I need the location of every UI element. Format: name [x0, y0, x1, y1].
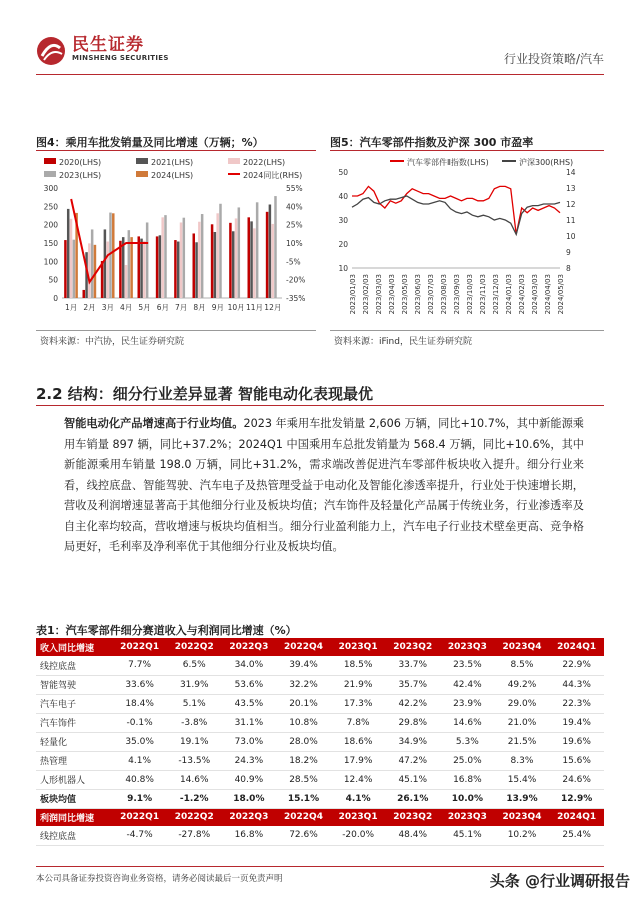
table-row-label: 线控底盘	[36, 826, 112, 845]
bar	[177, 242, 180, 298]
table-cell: 18.0%	[222, 789, 277, 808]
y-right-tick: 9	[566, 248, 571, 257]
table-cell: 7.8%	[331, 713, 386, 732]
section-divider	[36, 405, 604, 406]
watermark: 头条 @行业调研报告	[489, 872, 630, 890]
table-cell: 43.5%	[222, 694, 277, 713]
table-header-row	[36, 638, 604, 656]
table-cell: 17.9%	[331, 751, 386, 770]
section-title: 2.2 结构：细分行业差异显著 智能电动化表现最优	[36, 385, 374, 403]
table-cell: 45.1%	[440, 826, 495, 845]
table-header-row	[36, 808, 604, 826]
report-category: 行业投资策略/汽车	[503, 52, 604, 66]
x-tick: 2024/04/03	[544, 274, 552, 315]
bar	[143, 241, 146, 298]
table-header-cell: 2022Q2	[167, 638, 222, 656]
x-tick: 2023/06/03	[414, 274, 422, 315]
bar	[198, 222, 201, 298]
table-cell: 16.8%	[440, 770, 495, 789]
table-cell: 32.2%	[276, 675, 331, 694]
y-right-tick: -5%	[286, 257, 301, 267]
bar	[229, 223, 232, 298]
table-cell: 34.0%	[222, 656, 277, 675]
fig4-title: 图4：乘用车批发销量及同比增速（万辆；%）	[36, 136, 264, 149]
table-cell: 34.9%	[385, 732, 440, 751]
table-cell: 35.0%	[112, 732, 167, 751]
table-cell: 19.6%	[549, 732, 604, 751]
table-header-cell: 2023Q3	[440, 638, 495, 656]
y-left-tick: 150	[43, 239, 58, 248]
x-tick: 2023/07/03	[427, 274, 435, 315]
y-left-tick: 30	[338, 216, 348, 225]
x-tick: 2023/12/03	[492, 274, 500, 315]
table-cell: 42.2%	[385, 694, 440, 713]
legend-label: 2024同比(RHS)	[243, 171, 303, 180]
table-cell: 25.0%	[440, 751, 495, 770]
table-cell: -13.5%	[167, 751, 222, 770]
table-cell: 29.0%	[495, 694, 550, 713]
table-cell: 21.0%	[495, 713, 550, 732]
table-cell: 6.5%	[167, 656, 222, 675]
table-cell: 35.7%	[385, 675, 440, 694]
bar	[91, 229, 94, 298]
table-cell: 4.1%	[112, 751, 167, 770]
table-cell: 15.6%	[549, 751, 604, 770]
bar	[274, 196, 277, 298]
x-tick: 2023/02/03	[362, 274, 370, 315]
table-cell: 15.4%	[495, 770, 550, 789]
x-tick: 2023/04/03	[388, 274, 396, 315]
table-cell: 72.6%	[276, 826, 331, 845]
bar	[159, 235, 162, 298]
table-cell: 40.8%	[112, 770, 167, 789]
table-cell: 40.9%	[222, 770, 277, 789]
bar	[67, 209, 70, 298]
table-row	[36, 751, 604, 770]
table-cell: 48.4%	[385, 826, 440, 845]
x-tick: 1月	[65, 303, 78, 312]
table-row-label: 汽车饰件	[36, 713, 112, 732]
bar	[238, 207, 241, 298]
table-cell: -4.7%	[112, 826, 167, 845]
table-cell: 42.4%	[440, 675, 495, 694]
y-right-tick: 11	[566, 216, 576, 225]
table-title: 表1：汽车零部件细分赛道收入与利润同比增速（%）	[36, 624, 297, 637]
bar	[140, 239, 143, 298]
bar	[235, 218, 238, 298]
x-tick: 8月	[193, 303, 206, 312]
bar	[219, 204, 222, 298]
legend-swatch	[136, 158, 148, 164]
page-header	[0, 0, 640, 80]
y-left-tick: 40	[338, 192, 348, 201]
x-tick: 12月	[264, 303, 282, 312]
table-header-cell: 2023Q1	[331, 808, 386, 826]
table-header-cell: 2022Q4	[276, 808, 331, 826]
table-cell: -3.8%	[167, 713, 222, 732]
table-cell: 47.2%	[385, 751, 440, 770]
x-tick: 2023/08/03	[440, 274, 448, 315]
table-header-cell: 2022Q1	[112, 808, 167, 826]
y-right-tick: 10%	[286, 239, 303, 248]
table-header-cell: 2022Q4	[276, 638, 331, 656]
x-tick: 10月	[227, 303, 245, 312]
x-tick: 5月	[138, 303, 151, 312]
logo-cn: 民生证券	[72, 35, 144, 55]
table-cell: 4.1%	[331, 789, 386, 808]
body-paragraph	[64, 414, 584, 558]
bar	[195, 242, 198, 298]
fig5-source-divider	[330, 330, 604, 331]
table-header-cell: 2023Q2	[385, 638, 440, 656]
table-cell: 18.6%	[331, 732, 386, 751]
table-cell: 15.1%	[276, 789, 331, 808]
legend-label: 沪深300(RHS)	[519, 158, 574, 167]
bar	[201, 214, 204, 298]
bar	[104, 229, 107, 298]
fig5-source: 资料来源：iFind，民生证券研究院	[334, 337, 472, 347]
x-tick: 3月	[101, 303, 114, 312]
table-cell: 10.2%	[495, 826, 550, 845]
legend-swatch	[44, 158, 56, 164]
legend-swatch	[136, 171, 148, 177]
legend-label: 汽车零部件Ⅱ指数(LHS)	[407, 158, 489, 167]
fig4-source-divider	[36, 330, 316, 331]
x-tick: 2023/01/03	[349, 274, 357, 315]
y-left-tick: 200	[43, 220, 58, 230]
y-left-tick: 0	[53, 294, 58, 303]
y-left-tick: 100	[43, 257, 58, 267]
table-cell: 45.1%	[385, 770, 440, 789]
table-cell: 8.3%	[495, 751, 550, 770]
table-row	[36, 826, 604, 845]
table-cell: 14.6%	[167, 770, 222, 789]
y-right-tick: 13	[566, 184, 576, 193]
x-tick: 2023/03/03	[375, 274, 383, 315]
bar	[174, 240, 177, 298]
fig5-title: 图5：汽车零部件指数及沪深 300 市盈率	[330, 136, 534, 149]
table-cell: 31.1%	[222, 713, 277, 732]
fig5-line-chart	[330, 152, 604, 330]
bar	[138, 236, 141, 298]
header-divider	[36, 74, 604, 75]
table-row	[36, 713, 604, 732]
y-right-tick: 25%	[286, 220, 303, 230]
x-tick: 2024/02/03	[518, 274, 526, 315]
table-row	[36, 656, 604, 675]
table-cell: 21.5%	[495, 732, 550, 751]
legend-label: 2022(LHS)	[243, 158, 286, 167]
table-cell: 22.3%	[549, 694, 604, 713]
series-line	[352, 196, 560, 234]
table-cell: 23.9%	[440, 694, 495, 713]
table-cell: 49.2%	[495, 675, 550, 694]
bar	[73, 240, 76, 298]
bar	[119, 241, 122, 298]
fig5-divider	[330, 150, 604, 151]
table-cell: 20.1%	[276, 694, 331, 713]
table-cell: 5.1%	[167, 694, 222, 713]
table-cell: 23.5%	[440, 656, 495, 675]
paragraph-lead: 智能电动化产品增速高于行业均值。	[64, 417, 244, 430]
table-cell: 33.6%	[112, 675, 167, 694]
table-cell: 18.4%	[112, 694, 167, 713]
table-header-cell: 2024Q1	[549, 638, 604, 656]
table-header-cell: 收入同比增速	[36, 638, 112, 656]
table-row	[36, 789, 604, 808]
table-header-cell: 2024Q1	[549, 808, 604, 826]
y-right-tick: 12	[566, 200, 576, 209]
x-tick: 11月	[245, 303, 264, 312]
table-cell: 13.9%	[495, 789, 550, 808]
bar	[130, 237, 133, 298]
bar	[216, 213, 219, 298]
y-left-tick: 20	[338, 240, 348, 249]
bar	[156, 236, 159, 298]
fig4-divider	[36, 150, 316, 151]
table-row-label: 板块均值	[36, 789, 112, 808]
bar	[125, 265, 128, 298]
bar	[164, 215, 167, 298]
table-cell: 9.1%	[112, 789, 167, 808]
bar	[269, 205, 272, 299]
y-left-tick: 50	[338, 168, 348, 177]
table-cell: 16.8%	[222, 826, 277, 845]
table-cell: -20.0%	[331, 826, 386, 845]
table-row-label: 智能驾驶	[36, 675, 112, 694]
y-right-tick: 40%	[286, 202, 303, 212]
table-cell: 53.6%	[222, 675, 277, 694]
table-cell: 21.9%	[331, 675, 386, 694]
bar	[83, 290, 86, 298]
table-cell: 18.2%	[276, 751, 331, 770]
y-right-tick: 55%	[286, 184, 303, 193]
x-tick: 2023/09/03	[453, 274, 461, 315]
y-right-tick: 10	[566, 232, 576, 241]
table-cell: 12.9%	[549, 789, 604, 808]
table-cell: 19.1%	[167, 732, 222, 751]
table-cell: 22.9%	[549, 656, 604, 675]
paragraph-body: 2023 年乘用车批发销量 2,606 万辆，同比+10.7%，其中新能源乘用车销量 897 辆，同比+37.2%；2024Q1 中国乘用车总批发销量为 568.4 万辆，同比+10.6%，其中新能源乘用车销量 198.0 万辆，同比+31.2%，需求端改善促进汽车零部件板块收入提升。细分行业来看，线控底盘、智能驾驶、汽车电子及热管理受益于电动化及智能化渗透率提升，行业处于快速增长期，营收及利润增速显著高于其他细分行业及板块均值；汽车饰件及轻量化产品属于传统业务，行业渗透率及自主化率均较高，营收增速与板块均值相当。细分行业盈利能力上，汽车电子行业技术壁垒更高、竞争格局更好，毛利率及净利率优于其他细分行业及板块均值。	[64, 417, 584, 553]
table-header-cell: 2022Q1	[112, 638, 167, 656]
table-header-cell: 2023Q1	[331, 638, 386, 656]
legend-label: 2020(LHS)	[59, 158, 102, 167]
y-right-tick: 14	[566, 168, 576, 177]
table-cell: 26.1%	[385, 789, 440, 808]
bar	[250, 221, 253, 298]
x-tick: 2023/10/03	[466, 274, 474, 315]
x-tick: 4月	[120, 303, 133, 312]
table-cell: 31.9%	[167, 675, 222, 694]
table-header-cell: 2023Q4	[495, 808, 550, 826]
bar	[214, 232, 217, 298]
table-header-cell: 2022Q3	[222, 638, 277, 656]
y-left-tick: 300	[43, 184, 58, 193]
table-cell: 33.7%	[385, 656, 440, 675]
bar	[271, 224, 274, 298]
x-tick: 2023/11/03	[479, 274, 487, 315]
bar	[88, 243, 91, 298]
bar	[232, 231, 235, 298]
table-header-cell: 利润同比增速	[36, 808, 112, 826]
bar	[161, 217, 164, 298]
table-cell: 19.4%	[549, 713, 604, 732]
table-row-label: 轻量化	[36, 732, 112, 751]
y-left-tick: 50	[48, 275, 58, 285]
bar	[266, 212, 269, 298]
bar	[112, 213, 115, 298]
table-cell: 28.5%	[276, 770, 331, 789]
x-tick: 9月	[211, 303, 224, 312]
x-tick: 2024/03/03	[531, 274, 539, 315]
bar	[180, 222, 183, 298]
table-header-cell: 2023Q2	[385, 808, 440, 826]
table-cell: 7.7%	[112, 656, 167, 675]
table-header-cell: 2022Q2	[167, 808, 222, 826]
table-cell: 44.3%	[549, 675, 604, 694]
table-cell: 17.3%	[331, 694, 386, 713]
table-row-label: 汽车电子	[36, 694, 112, 713]
bar	[128, 230, 131, 298]
table-cell: 24.6%	[549, 770, 604, 789]
table-cell: 8.5%	[495, 656, 550, 675]
table-cell: 18.5%	[331, 656, 386, 675]
logo-text	[36, 30, 196, 70]
table-cell: 25.4%	[549, 826, 604, 845]
table-cell: 12.4%	[331, 770, 386, 789]
bar	[211, 224, 214, 298]
table-header-cell: 2022Q3	[222, 808, 277, 826]
y-right-tick: -35%	[286, 294, 306, 303]
table-cell: 10.8%	[276, 713, 331, 732]
table-row	[36, 675, 604, 694]
table-cell: 24.3%	[222, 751, 277, 770]
bar	[256, 202, 259, 298]
legend-label: 2021(LHS)	[151, 158, 194, 167]
table-cell: 28.0%	[276, 732, 331, 751]
table-cell: -0.1%	[112, 713, 167, 732]
y-right-tick: 8	[566, 264, 571, 273]
fig4-source: 资料来源：中汽协，民生证券研究院	[40, 337, 185, 347]
bar	[193, 233, 196, 298]
table-cell: -1.2%	[167, 789, 222, 808]
table-row-label: 热管理	[36, 751, 112, 770]
bar	[183, 218, 186, 298]
fig4-bar-chart	[36, 152, 316, 322]
x-tick: 2月	[83, 303, 96, 312]
bar	[70, 219, 73, 298]
y-left-tick: 10	[338, 264, 348, 273]
table-cell: -27.8%	[167, 826, 222, 845]
y-right-tick: -20%	[286, 275, 306, 285]
legend-label: 2023(LHS)	[59, 171, 102, 180]
bar	[248, 217, 251, 298]
table-cell: 39.4%	[276, 656, 331, 675]
logo-en: MINSHENG SECURITIES	[72, 54, 169, 62]
x-tick: 2024/05/03	[557, 274, 565, 315]
bar	[109, 213, 112, 298]
table-row	[36, 732, 604, 751]
table-row	[36, 694, 604, 713]
table-cell: 73.0%	[222, 732, 277, 751]
growth-table	[36, 638, 604, 846]
bar	[106, 242, 109, 298]
table-header-cell: 2023Q4	[495, 638, 550, 656]
x-tick: 2024/01/03	[505, 274, 513, 315]
table-cell: 5.3%	[440, 732, 495, 751]
table-header-cell: 2023Q3	[440, 808, 495, 826]
table-row-label: 人形机器人	[36, 770, 112, 789]
x-tick: 6月	[156, 303, 169, 312]
y-left-tick: 250	[43, 202, 58, 212]
x-tick: 7月	[175, 303, 188, 312]
table-row-label: 线控底盘	[36, 656, 112, 675]
legend-swatch	[44, 171, 56, 177]
legend-label: 2024(LHS)	[151, 171, 194, 180]
footer-divider	[36, 866, 604, 867]
table-cell: 10.0%	[440, 789, 495, 808]
x-tick: 2023/05/03	[401, 274, 409, 315]
series-line	[352, 186, 560, 234]
bar	[146, 222, 149, 298]
table-cell: 14.6%	[440, 713, 495, 732]
footer-disclaimer: 本公司具备证券投资咨询业务资格，请务必阅读最后一页免责声明	[36, 874, 283, 884]
legend-swatch	[228, 158, 240, 164]
bar	[253, 228, 256, 298]
bar	[64, 240, 67, 298]
table-row	[36, 770, 604, 789]
table-cell: 29.8%	[385, 713, 440, 732]
